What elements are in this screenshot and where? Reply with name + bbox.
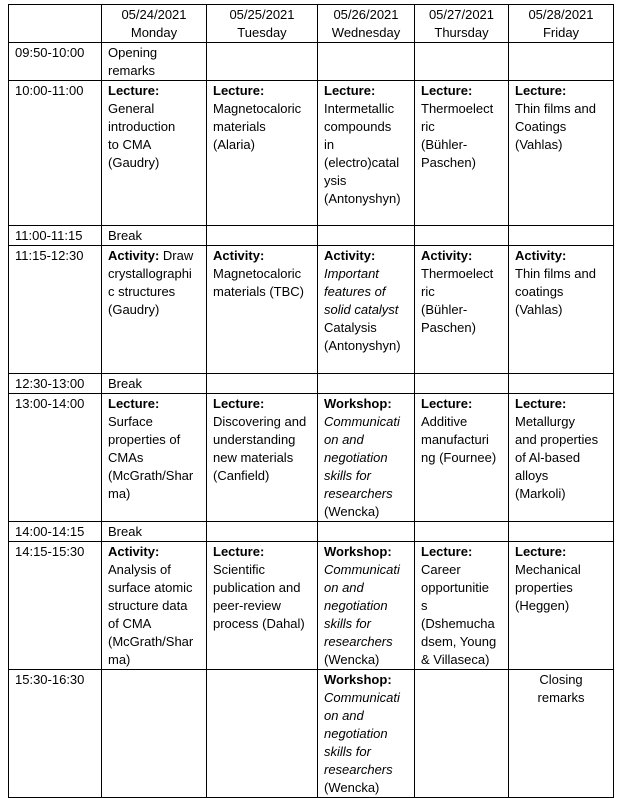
session-cell (207, 374, 318, 394)
session-type: Lecture: (515, 396, 567, 411)
session-text: of Al-based (515, 450, 581, 465)
day-name: Friday (542, 25, 580, 40)
session-type: Activity: (421, 248, 473, 263)
session-cell (102, 670, 207, 798)
session-cell (509, 542, 614, 670)
session-text: Magnetocaloric (213, 101, 302, 116)
session-text: introduction (108, 119, 176, 134)
session-cell (102, 246, 207, 374)
session-type: Lecture: (213, 544, 265, 559)
session-text: (electro)catal (324, 155, 400, 170)
session-text: ma) (108, 652, 131, 667)
session-cell (415, 226, 509, 246)
session-text: of CMA (108, 616, 152, 631)
session-type: Lecture: (421, 83, 473, 98)
session-text: Paschen) (421, 155, 476, 170)
day-name: Wednesday (331, 25, 401, 40)
session-cell (207, 226, 318, 246)
session-text: (Heggen) (515, 598, 570, 613)
session-cell (318, 394, 415, 522)
session-text: negotiation (324, 598, 388, 613)
session-cell (207, 246, 318, 374)
session-text: coatings (515, 284, 564, 299)
session-cell (415, 670, 509, 798)
time-slot: 13:00-14:00 (9, 394, 102, 522)
time-slot: 11:15-12:30 (9, 246, 102, 374)
day-header (207, 5, 318, 43)
session-cell (509, 522, 614, 542)
session-text: Thermoelect (421, 266, 494, 281)
session-text: remarks (108, 63, 155, 78)
session-text: Metallurgy (515, 414, 575, 429)
session-text: Break (108, 524, 142, 539)
session-cell (207, 670, 318, 798)
session-type-tail: Draw (159, 248, 194, 263)
session-text: Additive (421, 414, 468, 429)
session-text: ma) (108, 486, 131, 501)
session-cell (318, 542, 415, 670)
time-slot: 14:15-15:30 (9, 542, 102, 670)
session-text: and properties (515, 432, 599, 447)
session-text: (Gaudry) (108, 302, 160, 317)
session-text: skills for (324, 744, 371, 759)
session-text: Closing (539, 672, 583, 687)
session-cell (318, 81, 415, 226)
session-text: features of (324, 284, 386, 299)
session-cell (509, 670, 614, 798)
session-cell (207, 542, 318, 670)
session-cell (318, 43, 415, 81)
session-type: Lecture: (213, 396, 265, 411)
session-cell (207, 43, 318, 81)
session-text: s (421, 598, 428, 613)
day-name: Thursday (434, 25, 489, 40)
session-text: in (324, 137, 335, 152)
session-text: Paschen) (421, 320, 476, 335)
session-cell (415, 374, 509, 394)
session-text: ysis (324, 173, 347, 188)
schedule-body (9, 43, 614, 798)
session-cell (207, 81, 318, 226)
session-cell (415, 542, 509, 670)
session-type: Activity: (324, 248, 376, 263)
session-text: manufacturi (421, 432, 489, 447)
session-cell (509, 394, 614, 522)
session-text: properties (515, 580, 573, 595)
session-text: Magnetocaloric (213, 266, 302, 281)
session-text: General (108, 101, 155, 116)
session-cell (509, 226, 614, 246)
schedule-row (9, 226, 614, 246)
session-text: understanding (213, 432, 296, 447)
session-text: Opening (108, 45, 158, 60)
session-text: Thin films and (515, 266, 596, 281)
day-header (415, 5, 509, 43)
schedule-row (9, 542, 614, 670)
session-cell (207, 522, 318, 542)
session-text: (Gaudry) (108, 155, 160, 170)
time-slot: 10:00-11:00 (9, 81, 102, 226)
session-text: researchers (324, 486, 393, 501)
header-corner (9, 5, 102, 43)
session-text: peer-review (213, 598, 281, 613)
session-text: (McGrath/Shar (108, 468, 194, 483)
session-cell (509, 43, 614, 81)
session-text: (McGrath/Shar (108, 634, 194, 649)
session-text: Thin films and (515, 101, 596, 116)
session-type: Workshop: (324, 544, 392, 559)
schedule-row (9, 246, 614, 374)
session-type: Lecture: (515, 544, 567, 559)
session-text: (Bühler- (421, 302, 468, 317)
session-type: Lecture: (108, 396, 160, 411)
session-text: skills for (324, 468, 371, 483)
schedule-row (9, 374, 614, 394)
session-text: Intermetallic (324, 101, 395, 116)
schedule-row (9, 522, 614, 542)
session-text: on and (324, 580, 364, 595)
session-text: Career (421, 562, 461, 577)
session-cell (318, 374, 415, 394)
session-cell (318, 246, 415, 374)
session-text: materials (213, 119, 266, 134)
day-name: Tuesday (237, 25, 287, 40)
session-type (108, 247, 200, 265)
time-slot: 14:00-14:15 (9, 522, 102, 542)
session-cell (509, 374, 614, 394)
day-date: 05/27/2021 (428, 7, 495, 22)
session-type-label: Activity: (108, 248, 160, 263)
session-cell (102, 226, 207, 246)
session-text: compounds (324, 119, 392, 134)
session-type: Lecture: (421, 544, 473, 559)
session-text: Analysis of (108, 562, 171, 577)
session-cell (415, 394, 509, 522)
session-text: (Wencka) (324, 652, 380, 667)
session-text: CMAs (108, 450, 144, 465)
session-text: Scientific (213, 562, 266, 577)
session-text: & Villaseca) (421, 652, 490, 667)
session-text: researchers (324, 762, 393, 777)
session-text: Break (108, 376, 142, 391)
time-slot: 12:30-13:00 (9, 374, 102, 394)
header-row (9, 5, 614, 43)
session-text: new materials (213, 450, 294, 465)
session-text: Break (108, 228, 142, 243)
session-cell (415, 246, 509, 374)
session-type: Activity: (108, 544, 160, 559)
session-text: (Dshemucha (421, 616, 495, 631)
session-text: ric (421, 284, 435, 299)
schedule-row (9, 81, 614, 226)
time-slot: 09:50-10:00 (9, 43, 102, 81)
session-type: Lecture: (421, 396, 473, 411)
session-text: materials (TBC) (213, 284, 305, 299)
session-cell (102, 522, 207, 542)
day-header (318, 5, 415, 43)
session-text: (Wencka) (324, 780, 380, 795)
session-cell (415, 81, 509, 226)
schedule-table (8, 4, 614, 798)
session-text: on and (324, 432, 364, 447)
session-text: (Canfield) (213, 468, 270, 483)
session-cell (102, 374, 207, 394)
session-text: on and (324, 708, 364, 723)
session-type: Lecture: (108, 83, 160, 98)
day-date: 05/26/2021 (333, 7, 399, 22)
session-text: Surface (108, 414, 153, 429)
session-text: structure data (108, 598, 188, 613)
session-text: Communicati (324, 414, 400, 429)
session-text: publication and (213, 580, 301, 595)
session-text: dsem, Young (421, 634, 497, 649)
session-text: surface atomic (108, 580, 193, 595)
session-text: (Vahlas) (515, 302, 563, 317)
session-cell (207, 394, 318, 522)
session-text: opportunitie (421, 580, 489, 595)
session-cell (102, 542, 207, 670)
session-text: properties of (108, 432, 181, 447)
session-text: alloys (515, 468, 549, 483)
session-text: researchers (324, 634, 393, 649)
day-date: 05/25/2021 (229, 7, 295, 22)
session-text: ng (Fournee) (421, 450, 497, 465)
session-text: (Antonyshyn) (324, 338, 401, 353)
session-cell (415, 43, 509, 81)
session-text: (Bühler- (421, 137, 468, 152)
session-text: Important (324, 266, 379, 281)
session-text: (Wencka) (324, 504, 380, 519)
time-slot: 11:00-11:15 (9, 226, 102, 246)
session-text: Mechanical (515, 562, 581, 577)
day-name: Monday (130, 25, 178, 40)
session-text: Communicati (324, 562, 400, 577)
session-text: remarks (537, 690, 585, 705)
session-text: crystallographi (108, 266, 192, 281)
session-cell (102, 394, 207, 522)
time-slot: 15:30-16:30 (9, 670, 102, 798)
day-header (102, 5, 207, 43)
session-cell (318, 670, 415, 798)
schedule-row (9, 43, 614, 81)
session-text: solid catalyst (324, 302, 399, 317)
session-type: Workshop: (324, 396, 392, 411)
session-text: c structures (108, 284, 176, 299)
schedule-row (9, 670, 614, 798)
session-text: process (Dahal) (213, 616, 305, 631)
session-type: Lecture: (324, 83, 376, 98)
session-type: Lecture: (213, 83, 265, 98)
session-text: ric (421, 119, 435, 134)
session-cell (509, 81, 614, 226)
session-cell (102, 81, 207, 226)
session-text: (Markoli) (515, 486, 566, 501)
session-text: Catalysis (324, 320, 377, 335)
session-cell (102, 43, 207, 81)
day-header (509, 5, 614, 43)
session-text: (Vahlas) (515, 137, 563, 152)
session-text: skills for (324, 616, 371, 631)
day-date: 05/28/2021 (528, 7, 594, 22)
session-cell (509, 246, 614, 374)
day-date: 05/24/2021 (121, 7, 187, 22)
session-type: Activity: (515, 248, 567, 263)
session-text: Coatings (515, 119, 567, 134)
session-type: Workshop: (324, 672, 392, 687)
session-type: Lecture: (515, 83, 567, 98)
session-cell (415, 522, 509, 542)
session-text: (Alaria) (213, 137, 255, 152)
session-text: to CMA (108, 137, 152, 152)
session-text: Thermoelect (421, 101, 494, 116)
session-type: Activity: (213, 248, 265, 263)
session-text: Discovering and (213, 414, 307, 429)
session-text: (Antonyshyn) (324, 191, 401, 206)
session-text: negotiation (324, 726, 388, 741)
session-text: Communicati (324, 690, 400, 705)
session-text: negotiation (324, 450, 388, 465)
session-cell (318, 522, 415, 542)
session-cell (318, 226, 415, 246)
schedule-row (9, 394, 614, 522)
